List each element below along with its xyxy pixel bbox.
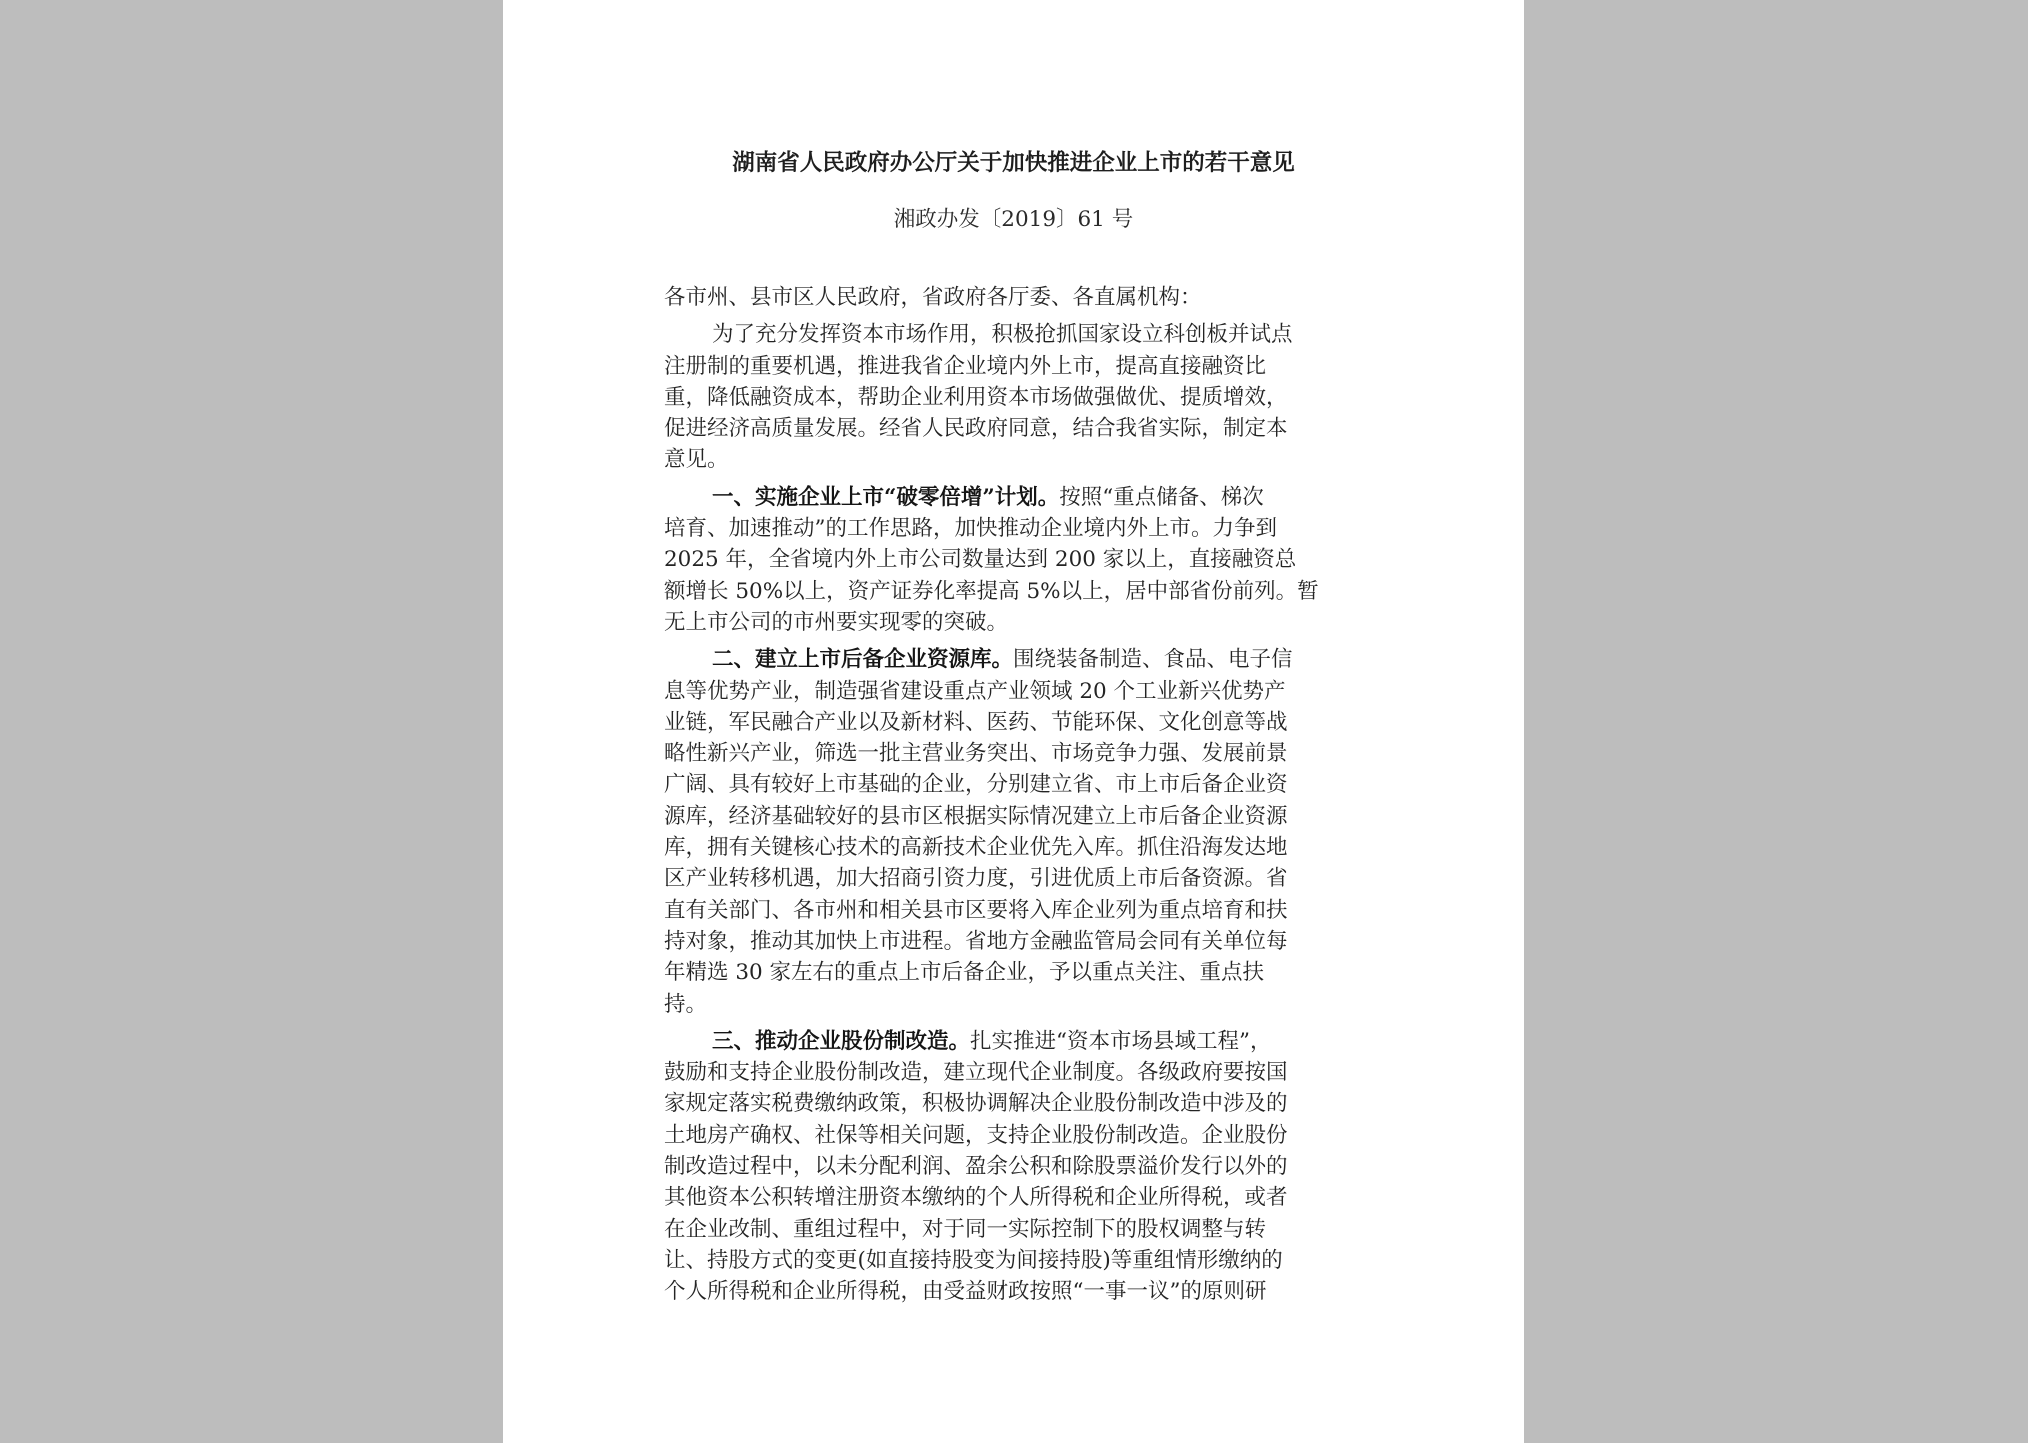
paragraph-line: 2025 年，全省境内外上市公司数量达到 200 家以上，直接融资总 [664, 547, 1297, 573]
paragraph-line: 业链，军民融合产业以及新材料、医药、节能环保、文化创意等战 [664, 709, 1288, 735]
paragraph-line: 其他资本公积转增注册资本缴纳的个人所得税和企业所得税，或者 [664, 1185, 1288, 1211]
paragraph-line: 个人所得税和企业所得税，由受益财政按照“一事一议”的原则研 [664, 1279, 1267, 1305]
section-1-paragraph [664, 482, 1370, 638]
section-2-paragraph [664, 644, 1370, 1020]
paragraph-line: 年精选 30 家左右的重点上市后备企业，予以重点关注、重点扶 [664, 960, 1265, 986]
document-title: 湖南省人民政府办公厅关于加快推进企业上市的若干意见 [732, 150, 1295, 176]
paragraph-line: 源库，经济基础较好的县市区根据实际情况建立上市后备企业资源 [664, 803, 1288, 829]
paragraph-line: 注册制的重要机遇，推进我省企业境内外上市，提高直接融资比 [664, 353, 1267, 379]
paragraph-line: 制改造过程中，以未分配利润、盈余公积和除股票溢价发行以外的 [664, 1154, 1288, 1180]
section-3-heading: 三、推动企业股份制改造。 [712, 1028, 971, 1054]
paragraph-line: 持。 [664, 991, 708, 1017]
section-2-lead-text: 围绕装备制造、食品、电子信 [1013, 647, 1293, 673]
paragraph-line [664, 644, 1370, 675]
section-1-heading: 一、实施企业上市“破零倍增”计划。 [712, 484, 1060, 510]
paragraph-line: 广阔、具有较好上市基础的企业，分别建立省、市上市后备企业资 [664, 772, 1288, 798]
section-3-lead-text: 扎实推进“资本市场县域工程”， [970, 1028, 1272, 1054]
document-page [503, 0, 1524, 1443]
paragraph-line: 培育、加速推动”的工作思路，加快推动企业境内外上市。力争到 [664, 516, 1277, 542]
paragraph-line [664, 1026, 1370, 1057]
section-1-lead-text: 按照“重点储备、梯次 [1059, 484, 1264, 510]
document-body [664, 282, 1370, 1308]
paragraph-line: 略性新兴产业，筛选一批主营业务突出、市场竞争力强、发展前景 [664, 741, 1288, 767]
paragraph-line: 库，拥有关键核心技术的高新技术企业优先入库。抓住沿海发达地 [664, 835, 1288, 861]
intro-paragraph [664, 319, 1370, 475]
paragraph-line [664, 482, 1370, 513]
document-number: 湘政办发〔2019〕61 号 [893, 207, 1134, 232]
addressee-line: 各市州、县市区人民政府，省政府各厅委、各直属机构： [664, 285, 1202, 310]
paragraph-line: 重，降低融资成本，帮助企业利用资本市场做强做优、提质增效， [664, 384, 1288, 410]
paragraph-line: 息等优势产业，制造强省建设重点产业领域 20 个工业新兴优势产 [664, 678, 1286, 704]
section-3-paragraph [664, 1026, 1370, 1308]
paragraph-line: 额增长 50%以上，资产证券化率提高 5%以上，居中部省份前列。暂 [664, 578, 1319, 604]
paragraph-line: 在企业改制、重组过程中，对于同一实际控制下的股权调整与转 [664, 1216, 1267, 1242]
paragraph-line: 鼓励和支持企业股份制改造，建立现代企业制度。各级政府要按国 [664, 1060, 1288, 1086]
paragraph-line: 促进经济高质量发展。经省人民政府同意，结合我省实际，制定本 [664, 416, 1288, 442]
paragraph-line: 无上市公司的市州要实现零的突破。 [664, 609, 1009, 635]
paragraph-line: 意见。 [664, 447, 729, 473]
paragraph-line: 为了充分发挥资本市场作用，积极抢抓国家设立科创板并试点 [712, 322, 1293, 348]
paragraph-line: 区产业转移机遇，加大招商引资力度，引进优质上市后备资源。省 [664, 866, 1288, 892]
paragraph-line: 土地房产确权、社保等相关问题，支持企业股份制改造。企业股份 [664, 1122, 1288, 1148]
paragraph-line: 让、持股方式的变更(如直接持股变为间接持股)等重组情形缴纳的 [664, 1247, 1283, 1273]
paragraph-line: 直有关部门、各市州和相关县市区要将入库企业列为重点培育和扶 [664, 897, 1288, 923]
paragraph-line: 持对象，推动其加快上市进程。省地方金融监管局会同有关单位每 [664, 928, 1288, 954]
paragraph-line: 家规定落实税费缴纳政策，积极协调解决企业股份制改造中涉及的 [664, 1091, 1288, 1117]
section-2-heading: 二、建立上市后备企业资源库。 [712, 647, 1014, 673]
